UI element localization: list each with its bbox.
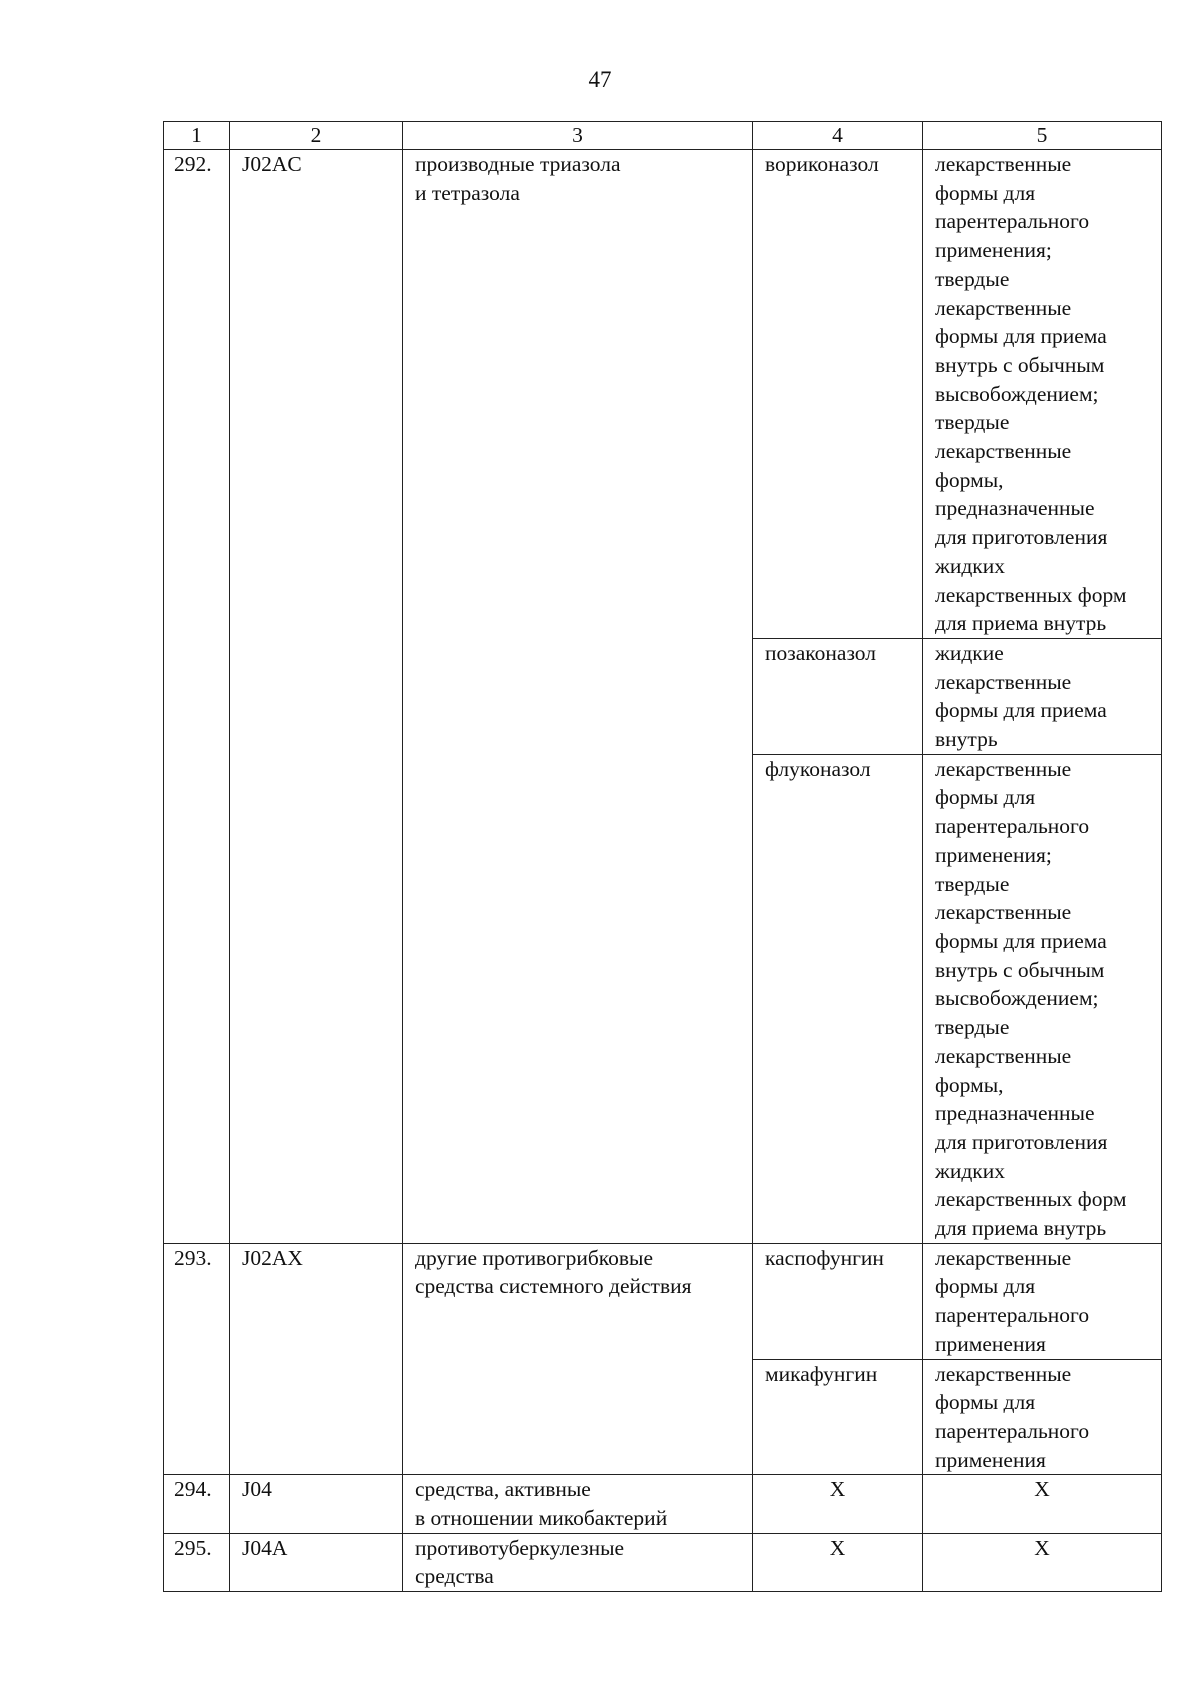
drug-name: позаконазол — [753, 638, 923, 754]
dosage-forms: лекарственные формы для парентерального применения; твердые лекарственные формы для приема внутрь с обычным высвобождением; твердые лекарственные формы, предназначенные для приготовления жидких лекарственных форм для приема внутрь — [923, 150, 1162, 639]
not-applicable-mark: Х — [923, 1475, 1162, 1533]
table-row — [164, 1533, 1162, 1591]
column-number-3: 3 — [403, 122, 753, 150]
row-number: 294. — [164, 1475, 230, 1533]
column-number-1: 1 — [164, 122, 230, 150]
dosage-forms: лекарственные формы для парентерального применения — [923, 1243, 1162, 1359]
page-number: 47 — [588, 67, 612, 92]
row-number: 295. — [164, 1533, 230, 1591]
not-applicable-mark: Х — [923, 1533, 1162, 1591]
row-number: 292. — [164, 150, 230, 1244]
drug-list-table — [163, 121, 1162, 1592]
row-number: 293. — [164, 1243, 230, 1475]
atc-code: J02AC — [230, 150, 403, 1244]
atc-code: J04A — [230, 1533, 403, 1591]
dosage-forms: лекарственные формы для парентерального применения; твердые лекарственные формы для приема внутрь с обычным высвобождением; твердые лекарственные формы, предназначенные для приготовления жидких лекарственных форм для приема внутрь — [923, 754, 1162, 1243]
pharmacological-group: противотуберкулезные средства — [403, 1533, 753, 1591]
pharmacological-group: средства, активные в отношении микобактерий — [403, 1475, 753, 1533]
dosage-forms: лекарственные формы для парентерального применения — [923, 1359, 1162, 1475]
table-header-row — [164, 122, 1162, 150]
drug-name: каспофунгин — [753, 1243, 923, 1359]
drug-name: флуконазол — [753, 754, 923, 1243]
atc-code: J04 — [230, 1475, 403, 1533]
table-row — [164, 1243, 1162, 1359]
column-number-5: 5 — [923, 122, 1162, 150]
dosage-forms: жидкие лекарственные формы для приема внутрь — [923, 638, 1162, 754]
not-applicable-mark: Х — [753, 1475, 923, 1533]
column-number-2: 2 — [230, 122, 403, 150]
drug-name: микафунгин — [753, 1359, 923, 1475]
table-row — [164, 150, 1162, 639]
not-applicable-mark: Х — [753, 1533, 923, 1591]
atc-code: J02AX — [230, 1243, 403, 1475]
pharmacological-group: другие противогрибковые средства системного действия — [403, 1243, 753, 1475]
drug-name: вориконазол — [753, 150, 923, 639]
table-row — [164, 1475, 1162, 1533]
pharmacological-group: производные триазола и тетразола — [403, 150, 753, 1244]
column-number-4: 4 — [753, 122, 923, 150]
